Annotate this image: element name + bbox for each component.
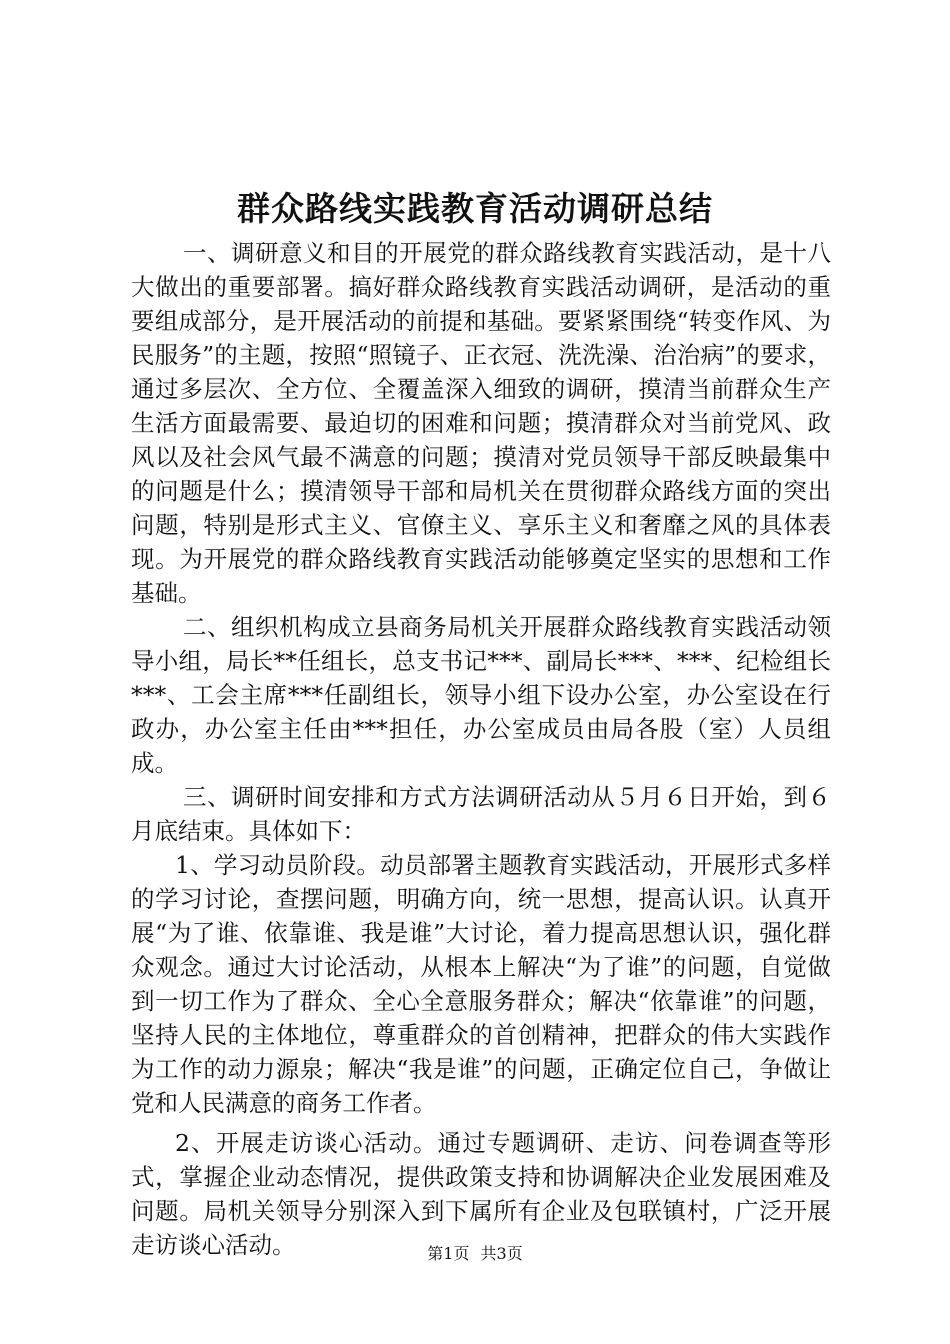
page-number: 第1页 [427, 1244, 470, 1263]
paragraph-visits: 2、开展走访谈心活动。通过专题调研、走访、问卷调查等形式，掌握企业动态情况，提供政策支持和协调解决企业发展困难及问题。局机关领导分别深入到下属所有企业及包联镇村，广泛开展走访谈心活动。 [131, 1129, 831, 1259]
page-footer [0, 1244, 950, 1264]
document-body [131, 236, 831, 1262]
page-total: 共3页 [480, 1244, 523, 1263]
paragraph-schedule: 三、调研时间安排和方式方法调研活动从５月６日开始，到６月底结束。具体如下： [131, 783, 831, 845]
paragraph-research-purpose: 一、调研意义和目的开展党的群众路线教育实践活动，是十八大做出的重要部署。搞好群众路线教育实践活动调研，是活动的重要组成部分，是开展活动的前提和基础。要紧紧围绕“转变作风、为民服务”的主题，按照“照镜子、正衣冠、洗洗澡、治治病”的要求，通过多层次、全方位、全覆盖深入细致的调研，摸清当前群众生产生活方面最需要、最迫切的困难和问题；摸清群众对当前党风、政风以及社会风气最不满意的问题；摸清对党员领导干部反映最集中的问题是什么；摸清领导干部和局机关在贯彻群众路线方面的突出问题，特别是形式主义、官僚主义、享乐主义和奢靡之风的具体表现。为开展党的群众路线教育实践活动能够奠定坚实的思想和工作基础。 [131, 239, 831, 607]
paragraph-study-mobilization: 1、学习动员阶段。动员部署主题教育实践活动，开展形式多样的学习讨论，查摆问题，明确方向，统一思想，提高认识。认真开展“为了谁、依靠谁、我是谁”大讨论，着力提高思想认识，强化群众观念。通过大讨论活动，从根本上解决“为了谁”的问题，自觉做到一切工作为了群众、全心全意服务群众；解决“依靠谁”的问题，坚持人民的主体地位，尊重群众的首创精神，把群众的伟大实践作为工作的动力源泉；解决“我是谁”的问题，正确定位自己，争做让党和人民满意的商务工作者。 [131, 851, 831, 1117]
paragraph-organization: 二、组织机构成立县商务局机关开展群众路线教育实践活动领导小组，局长**任组长，总支书记***、副局长***、***、纪检组长***、工会主席***任副组长，领导小组下设办公室，办公室设在行政办，办公室主任由***担任，办公室成员由局各股（室）人员组成。 [131, 613, 831, 777]
document-title: 群众路线实践教育活动调研总结 [237, 189, 713, 228]
